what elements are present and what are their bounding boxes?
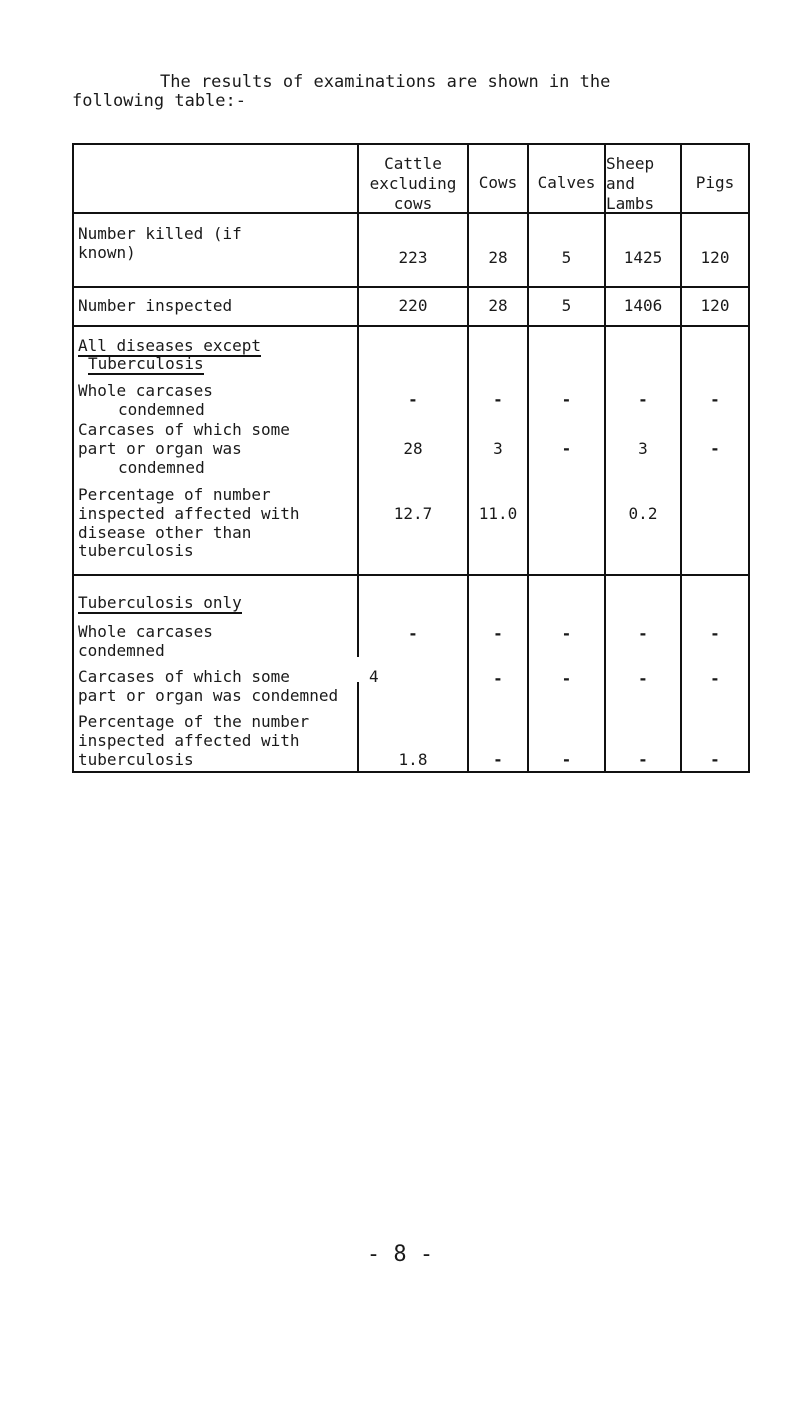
tb-whole-sheep: - — [638, 624, 648, 643]
diseases-part-cattle: 28 — [403, 439, 423, 458]
intro-line-2: following table:- — [72, 91, 246, 111]
table-top-border — [72, 143, 750, 145]
header-pigs: Pigs — [695, 173, 735, 192]
tb-pct-cows: - — [493, 750, 503, 769]
header-sheep: Sheep and Lambs — [606, 154, 655, 213]
diseases-whole-cows: - — [493, 390, 503, 409]
diseases-section-title-1: All diseases except — [78, 336, 262, 355]
diseases-whole-label-1: Whole carcases — [78, 381, 213, 400]
tb-part-calves: - — [561, 669, 572, 688]
diseases-part-cows: 3 — [493, 439, 503, 458]
diseases-part-label-1: Carcases of which some — [78, 420, 290, 439]
inspected-sheep: 1406 — [623, 296, 663, 315]
diseases-section-title-2: Tuberculosis — [88, 354, 204, 373]
tb-whole-calves: - — [561, 624, 572, 643]
page-number: - 8 - — [366, 1242, 434, 1267]
tb-whole-cows: - — [493, 624, 503, 643]
row-inspected-label: Number inspected — [78, 296, 233, 315]
diseases-pct-cows: 11.0 — [478, 504, 518, 523]
tb-part-cattle: 4 — [369, 667, 379, 686]
tb-pct-label-3: tuberculosis — [78, 750, 194, 769]
tb-whole-cattle: - — [408, 624, 418, 643]
killed-cattle: 223 — [398, 248, 428, 267]
tb-pct-label-1: Percentage of the number — [78, 712, 310, 731]
diseases-whole-pigs: - — [710, 390, 720, 409]
diseases-pct-label-4: tuberculosis — [78, 541, 194, 560]
inspected-cattle: 220 — [398, 296, 428, 315]
diseases-part-sheep: 3 — [638, 439, 648, 458]
tb-whole-label-1: Whole carcases — [78, 622, 213, 641]
tb-section-title: Tuberculosis only — [78, 593, 242, 612]
tb-part-label-2: part or organ was condemned — [78, 686, 339, 705]
tb-pct-pigs: - — [710, 750, 720, 769]
inspected-cows: 28 — [488, 296, 508, 315]
diseases-whole-calves: - — [561, 390, 572, 409]
intro-line-1: The results of examinations are shown in the — [160, 72, 611, 92]
diseases-part-calves: - — [561, 439, 572, 458]
tb-whole-label-2: condemned — [78, 641, 165, 660]
diseases-pct-cattle: 12.7 — [393, 504, 433, 523]
header-cattle: Cattle excluding cows — [369, 154, 457, 213]
diseases-part-label-2: part or organ was — [78, 439, 242, 458]
diseases-part-pigs: - — [710, 439, 720, 458]
killed-pigs: 120 — [700, 248, 730, 267]
table-bottom-border — [72, 771, 750, 773]
tb-pct-sheep: - — [638, 750, 648, 769]
diseases-part-label-3: condemned — [118, 458, 205, 477]
diseases-whole-cattle: - — [408, 390, 418, 409]
diseases-pct-label-2: inspected affected with — [78, 504, 300, 523]
killed-sheep: 1425 — [623, 248, 663, 267]
header-cows: Cows — [478, 173, 518, 192]
diseases-pct-sheep: 0.2 — [628, 504, 658, 523]
header-calves: Calves — [537, 173, 596, 192]
tb-pct-calves: - — [561, 750, 572, 769]
tb-part-sheep: - — [638, 669, 648, 688]
tb-pct-cattle: 1.8 — [398, 750, 428, 769]
killed-cows: 28 — [488, 248, 508, 267]
diseases-whole-sheep: - — [638, 390, 648, 409]
tb-part-label-1: Carcases of which some — [78, 667, 290, 686]
table-right-border — [748, 143, 750, 773]
intro-paragraph — [72, 73, 610, 111]
diseases-whole-label-2: condemned — [118, 400, 205, 419]
row-killed-label-2: known) — [78, 243, 136, 262]
row-killed-label-1: Number killed (if — [78, 224, 242, 243]
diseases-pct-label-1: Percentage of number — [78, 485, 271, 504]
diseases-pct-label-3: disease other than — [78, 523, 252, 542]
tb-pct-label-2: inspected affected with — [78, 731, 300, 750]
section-diseases-bottom-border — [72, 574, 750, 576]
tb-part-cows: - — [493, 669, 503, 688]
tb-whole-pigs: - — [710, 624, 720, 643]
inspected-pigs: 120 — [700, 296, 730, 315]
tb-part-pigs: - — [710, 669, 720, 688]
table-left-border — [72, 143, 74, 773]
row-killed-bottom-border — [72, 286, 750, 288]
killed-calves: 5 — [561, 248, 572, 267]
row-inspected-bottom-border — [72, 325, 750, 327]
inspected-calves: 5 — [561, 296, 572, 315]
